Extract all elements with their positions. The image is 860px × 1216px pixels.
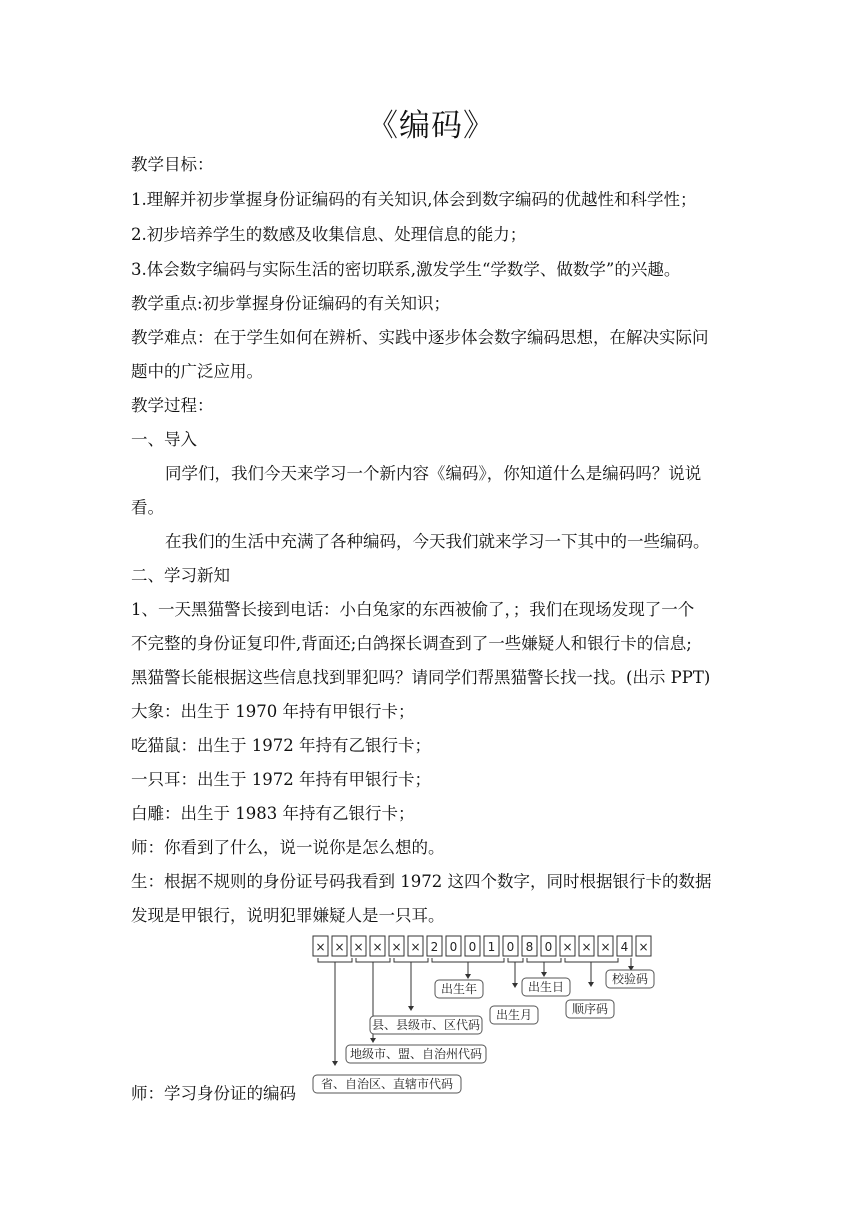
id-number-svg bbox=[310, 928, 655, 1098]
id-digit: × bbox=[353, 940, 364, 954]
label-sequence: 顺序码 bbox=[571, 1002, 609, 1016]
id-number-diagram bbox=[310, 928, 655, 1098]
id-digit: 0 bbox=[449, 940, 458, 954]
id-digit: × bbox=[410, 940, 421, 954]
section-new-knowledge: 二、学习新知 bbox=[131, 566, 230, 585]
suspect-cat-eating-mouse: 吃猫鼠：出生于 1972 年持有乙银行卡； bbox=[131, 736, 431, 755]
teacher-id-coding: 师：学习身份证的编码 bbox=[131, 1084, 296, 1103]
id-digit: × bbox=[334, 940, 345, 954]
id-digit: 2 bbox=[430, 940, 439, 954]
id-digit: 4 bbox=[620, 940, 629, 954]
difficulty-line-2: 题中的广泛应用。 bbox=[131, 362, 263, 381]
suspect-elephant: 大象：出生于 1970 年持有甲银行卡； bbox=[131, 702, 415, 721]
id-digit: 0 bbox=[506, 940, 515, 954]
suspect-one-ear: 一只耳：出生于 1972 年持有甲银行卡； bbox=[131, 770, 431, 789]
id-digit: × bbox=[581, 940, 592, 954]
student-answer-line-1: 生：根据不规则的身份证号码我看到 1972 这四个数字，同时根据银行卡的数据 bbox=[131, 872, 712, 891]
heading-process: 教学过程： bbox=[131, 396, 214, 415]
label-birth-year: 出生年 bbox=[440, 982, 478, 996]
id-digit: 1 bbox=[487, 940, 496, 954]
objective-3: 3.体会数字编码与实际生活的密切联系,激发学生“学数学、做数学”的兴趣。 bbox=[131, 260, 681, 279]
label-birth-month: 出生月 bbox=[495, 1008, 533, 1022]
id-digit: × bbox=[315, 940, 326, 954]
difficulty-line-1: 教学难点：在于学生如何在辨析、实践中逐步体会数字编码思想，在解决实际问 bbox=[131, 328, 709, 347]
story-line-2: 不完整的身份证复印件,背面还;白鸽探长调查到了一些嫌疑人和银行卡的信息; bbox=[131, 634, 692, 653]
intro-paragraph-2: 在我们的生活中充满了各种编码，今天我们就来学习一下其中的一些编码。 bbox=[165, 532, 710, 551]
id-digit: × bbox=[638, 940, 649, 954]
objective-2: 2.初步培养学生的数感及收集信息、处理信息的能力； bbox=[131, 225, 527, 244]
intro-paragraph-line-1: 同学们，我们今天来学习一个新内容《编码》，你知道什么是编码吗？说说 bbox=[165, 464, 702, 483]
id-digit: 0 bbox=[544, 940, 553, 954]
student-answer-line-2: 发现是甲银行，说明犯罪嫌疑人是一只耳。 bbox=[131, 906, 445, 925]
heading-objectives: 教学目标： bbox=[131, 155, 214, 174]
section-intro: 一、导入 bbox=[131, 430, 197, 449]
key-point: 教学重点:初步掌握身份证编码的有关知识； bbox=[131, 294, 451, 313]
intro-paragraph-line-2: 看。 bbox=[131, 498, 164, 517]
id-digit: × bbox=[391, 940, 402, 954]
id-digit: 8 bbox=[525, 940, 534, 954]
id-digit: × bbox=[600, 940, 611, 954]
teacher-question: 师：你看到了什么，说一说你是怎么想的。 bbox=[131, 838, 445, 857]
id-digit: 0 bbox=[468, 940, 477, 954]
label-check: 校验码 bbox=[611, 972, 649, 986]
objective-1: 1.理解并初步掌握身份证编码的有关知识,体会到数字编码的优越性和科学性； bbox=[131, 190, 697, 209]
id-digit: × bbox=[562, 940, 573, 954]
story-line-3: 黑猫警长能根据这些信息找到罪犯吗？请同学们帮黑猫警长找一找。(出示 PPT) bbox=[131, 668, 711, 687]
story-line-1: 1、一天黑猫警长接到电话：小白兔家的东西被偷了，；我们在现场发现了一个 bbox=[131, 600, 695, 619]
document-title: 《编码》 bbox=[367, 108, 495, 144]
label-birth-day: 出生日 bbox=[527, 980, 565, 994]
label-province: 省、自治区、直辖市代码 bbox=[320, 1077, 454, 1091]
id-digit: × bbox=[372, 940, 383, 954]
label-prefecture: 地级市、盟、自治州代码 bbox=[349, 1047, 483, 1061]
suspect-eagle: 白雕：出生于 1983 年持有乙银行卡； bbox=[131, 804, 415, 823]
label-county: 县、县级市、区代码 bbox=[371, 1018, 481, 1032]
